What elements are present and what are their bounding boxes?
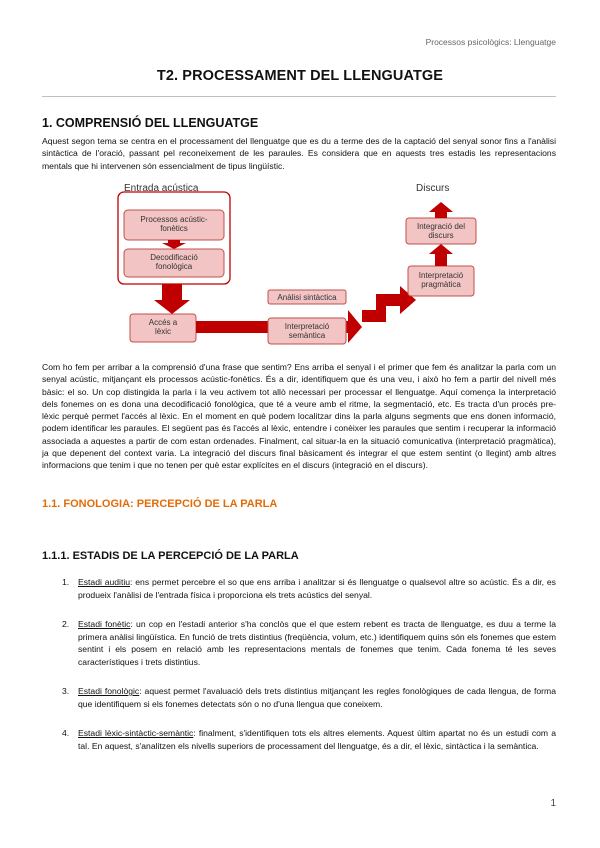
list-number: 3. (62, 686, 70, 696)
arrow-discourse-to-output (429, 202, 453, 218)
label-pragmatic: Interpretació pragmàtica (418, 271, 464, 289)
list-text: : un cop en l'estadi anterior s'ha conclòs que el que estem rebent es tracta de llenguatge, es duu a terme la primera anàlisi lingüística. En funció de trets distintius (freqüència, volum, etc.) identifiquem quins són els fonemes que estem sentint i els posem en relació amb les representacions mentals de fonemes que tenim. Cada fonema té les seves característiques i trets distintius. (78, 619, 556, 667)
list-text: : finalment, s'identifiquen tots els altres elements. Aquest últim apartat no és un estudi com a tal. En aquest, s'analitzen els nivells superiors de processament del llenguatge, és a dir, el lèxic, sintàctica i la semàntica. (78, 728, 556, 751)
page-number: 1 (550, 798, 556, 809)
list-term: Estadi auditiu (78, 577, 131, 587)
running-header: Processos psicològics: Llenguatge (425, 37, 556, 47)
arrow-pragmatic-to-discourse (429, 244, 453, 266)
label-phono: Decodificació fonològica (150, 253, 198, 271)
label-syntax: Anàlisi sintàctica (277, 293, 337, 302)
list-item (62, 685, 556, 710)
label-acoustic: Processos acústic-fonètics (140, 215, 208, 233)
arrow-phono-to-lexicon (154, 284, 190, 314)
section-heading-fonologia: 1.1. FONOLOGIA: PERCEPCIÓ DE LA PARLA (42, 498, 278, 510)
arrow-acoustic-to-phono (162, 240, 186, 249)
label-lexicon: Accés a lèxic (148, 318, 178, 336)
label-semantic: Interpretació semàntica (284, 322, 330, 340)
section-heading-comprensio: 1. COMPRENSIÓ DEL LLENGUATGE (42, 116, 259, 130)
list-text: : aquest permet l'avaluació dels trets distintius mitjançant les regles fonològiques de cada llengua, de forma que identifiquem si els fonemes detectats són o no d'una llengua que coneixem. (78, 686, 556, 709)
list-term: Estadi fonètic (78, 619, 131, 629)
list-number: 4. (62, 728, 70, 738)
list-term: Estadi lèxic-sintàctic-semàntic (78, 728, 194, 738)
list-item (62, 576, 556, 601)
list-item (62, 727, 556, 752)
label-output: Discurs (416, 183, 450, 194)
list-item (62, 618, 556, 668)
list-text: : ens permet percebre el so que ens arriba i analitzar si és llenguatge o qualsevol altre so acústic. És a dir, es produeix l'anàlisi de l'entrada física i proporciona els trets acústics del senyal. (78, 577, 556, 600)
title-divider (42, 96, 556, 97)
label-input: Entrada acústica (124, 183, 199, 194)
list-number: 2. (62, 619, 70, 629)
list-number: 1. (62, 577, 70, 587)
label-discourse: Integració del discurs (416, 222, 466, 240)
body-paragraph: Com ho fem per arribar a la comprensió d'una frase que sentim? Ens arriba el senyal i el primer que fem és analitzar la parla com un senyal acústic, mitjançant els processos acústic-fonètics. És a dir, identifiquem que és una veu, i això ho fem a partir del nivell més bàsic: el so. Un cop distingida la parla i la veu activem tot allò necessari per processar el llenguatge. Aquí comença la interpretació dels fonemes on es dona una decodificació fonològica, que té a veure amb el ritme, la segmentació, etc. Es tracta d'un procés pre-lèxic perquè permet l'accés al lèxic. En el moment en què podem localitzar dins la parla alguns segments que ens donen informació, podem identificar les paraules. El següent pas és l'accés al lèxic, entendre i conèixer les paraules que sentim i recuperar la informació associada a aquestes a partir de com estan ordenades. Finalment, cal situar-la en la situació comunicativa (interpretació pragmàtica), ja que depenent del context varia. La integració del discurs final bàsicament és integrar el que estem sentint (o llegint) amb altres informacions que tenim i que no tenen per què estar explícites en el discurs (integració en el discurs). (42, 362, 556, 471)
list-term: Estadi fonològic (78, 686, 140, 696)
comprehension-diagram (110, 182, 490, 352)
intro-paragraph: Aquest segon tema se centra en el processament del llenguatge que es du a terme des de la captació del senyal sonor fins a l'anàlisi sintàctica de l'oració, passant pel reconeixement de les paraules. Es considera que en aquests tres estadis les representacions mentals que hi intervenen són essencialment de tipus lingüístic. (42, 136, 556, 171)
section-heading-estadis: 1.1.1. ESTADIS DE LA PERCEPCIÓ DE LA PARLA (42, 550, 299, 562)
document-title: T2. PROCESSAMENT DEL LLENGUATGE (156, 68, 444, 84)
